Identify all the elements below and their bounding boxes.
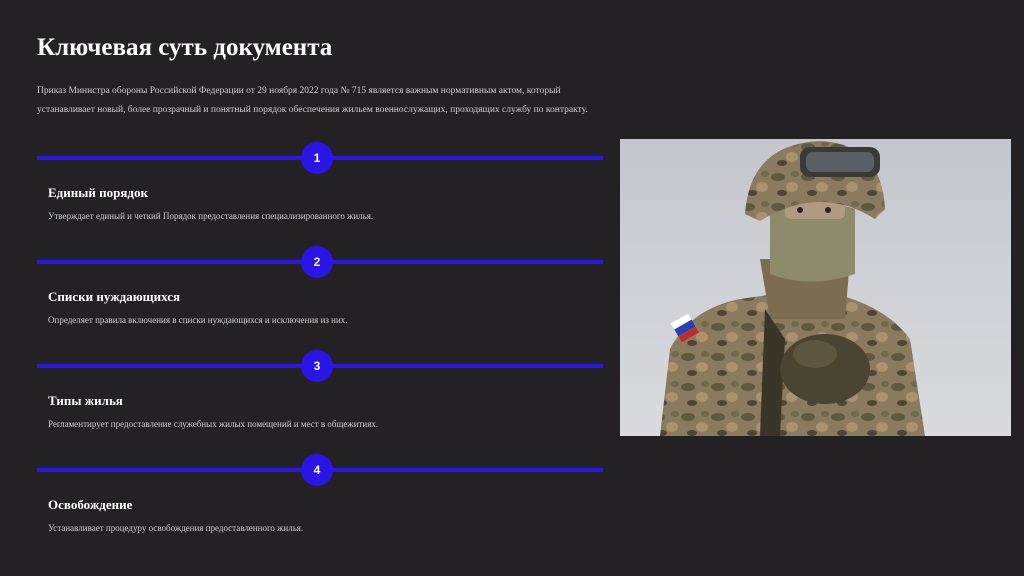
intro-paragraph: Приказ Министра обороны Российской Федерации от 29 ноября 2022 года № 715 является важным нормативным актом, который устанавливает новый, более прозрачный и понятный порядок обеспечения жильем военнослужащих, проходящих службу по контракту. (37, 86, 588, 115)
step-2-title: Списки нуждающихся (48, 289, 181, 304)
step-4-title: Освобождение (48, 497, 133, 512)
step-1-title: Единый порядок (48, 185, 148, 200)
step-1-number: 1 (301, 142, 333, 174)
step-4-number: 4 (301, 454, 333, 486)
step-3-description: Регламентирует предоставление служебных жилых помещений и мест в общежитиях. (48, 419, 379, 429)
step-3-title: Типы жилья (48, 393, 123, 408)
page-title: Ключевая суть документа (37, 34, 333, 61)
step-2-description: Определяет правила включения в списки нуждающихся и исключения из них. (48, 315, 348, 325)
step-4-description: Устанавливает процедуру освобождения предоставленного жилья. (48, 523, 304, 533)
step-3-number: 3 (301, 350, 333, 382)
step-2-number: 2 (301, 246, 333, 278)
soldier-photo (620, 139, 1011, 436)
step-1-description: Утверждает единый и четкий Порядок предоставления специализированного жилья. (48, 211, 374, 221)
